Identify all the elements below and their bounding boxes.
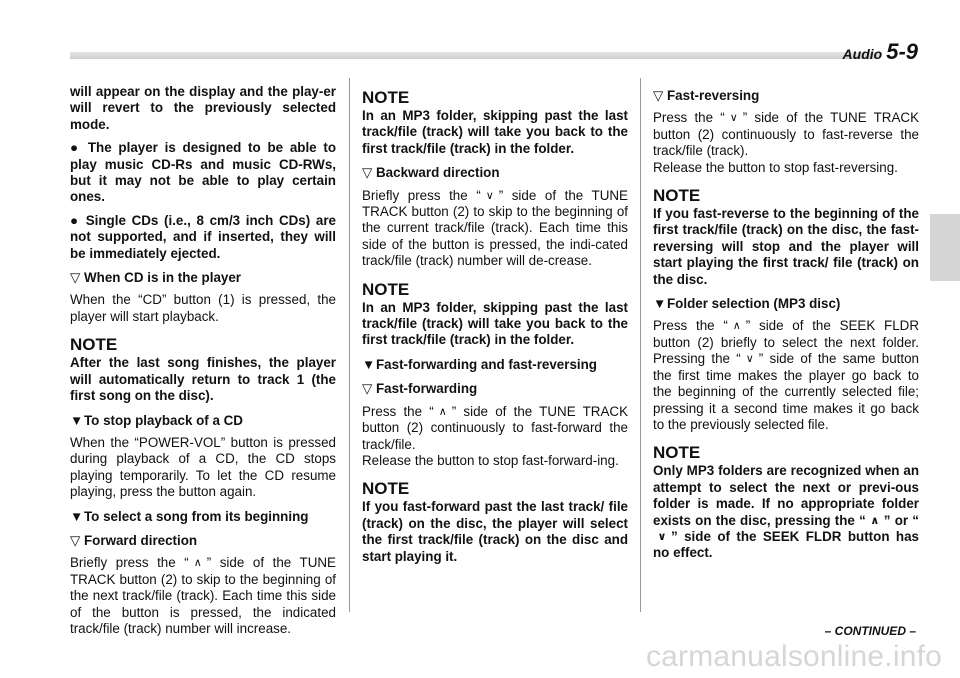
bullet-icon: ● bbox=[70, 140, 82, 156]
paragraph: When the “CD” button (1) is pressed, the player will start playback. bbox=[70, 292, 336, 324]
filled-triangle-icon: ▼ bbox=[653, 296, 667, 312]
paragraph: Release the button to stop fast-forward-ing. bbox=[362, 452, 619, 468]
heading-text: Fast-forwarding and fast-reversing bbox=[376, 356, 597, 372]
subheading bbox=[653, 88, 919, 104]
note-title: NOTE bbox=[362, 88, 410, 107]
open-triangle-icon: ▽ bbox=[653, 88, 664, 103]
header-rule bbox=[70, 52, 880, 59]
down-arrow-icon: ∨ bbox=[485, 189, 494, 202]
note-text: If you fast-forward past the last track/ file (track) on the disc, the player will select the first track/file (track) on the disc and start playing it. bbox=[362, 499, 628, 564]
down-arrow-icon: ∨ bbox=[745, 353, 754, 366]
subheading bbox=[70, 533, 336, 549]
paragraph: will appear on the display and the play-er will revert to the previously selected mode. bbox=[70, 84, 336, 132]
up-arrow-icon: ∧ bbox=[732, 320, 741, 333]
up-arrow-icon: ∧ bbox=[193, 557, 202, 570]
paragraph: Press the “ ∧ ” side of the TUNE TRACK button (2) continuously to fast-forward the track/file. bbox=[362, 403, 628, 452]
subheading bbox=[362, 165, 628, 181]
column-middle bbox=[362, 84, 628, 572]
note-text: In an MP3 folder, skipping past the last track/file (track) will take you back to the first track/file (track) in the folder. bbox=[362, 299, 628, 348]
bullet-icon: ● bbox=[70, 212, 81, 228]
subheading-text: Fast-reversing bbox=[667, 88, 760, 103]
subheading-text: Fast-forwarding bbox=[376, 381, 478, 397]
heading bbox=[70, 413, 336, 429]
paragraph: Press the “ ∧ ” side of the SEEK FLDR button (2) briefly to select the next folder. Pressing the “ ∨ ” side of the same button the first time makes the player go back to the beginning of the currently selected file; pressing it a second time makes it go back to the previously selected file. bbox=[653, 318, 919, 432]
bullet-text: Single CDs (i.e., 8 cm/3 inch CDs) are not supported, and if inserted, they will be immediately ejected. bbox=[70, 212, 336, 261]
note-title: NOTE bbox=[362, 279, 410, 299]
subheading-text: Backward direction bbox=[376, 165, 500, 181]
heading-text: Folder selection (MP3 disc) bbox=[667, 296, 841, 312]
note-title: NOTE bbox=[70, 335, 118, 355]
column-divider bbox=[349, 78, 350, 612]
heading bbox=[70, 509, 336, 525]
down-arrow-icon: ∨ bbox=[729, 112, 738, 125]
open-triangle-icon: ▽ bbox=[70, 270, 81, 286]
subheading bbox=[70, 270, 336, 286]
watermark: carmanualsonline.info bbox=[645, 640, 942, 673]
note-title: NOTE bbox=[653, 186, 701, 206]
open-triangle-icon: ▽ bbox=[362, 165, 373, 181]
note-text: If you fast-reverse to the beginning of the first track/file (track) on the disc, the fast-reversing will stop and the player will start playing the first track/ file (track) on the disc. bbox=[653, 206, 919, 287]
heading bbox=[362, 357, 628, 373]
down-arrow-icon: ∨ bbox=[657, 530, 667, 543]
bullet-item bbox=[70, 140, 336, 206]
continued-label: – CONTINUED – bbox=[824, 624, 916, 638]
open-triangle-icon: ▽ bbox=[362, 381, 373, 397]
column-divider bbox=[640, 78, 641, 612]
page-number: 5-9 bbox=[886, 39, 918, 64]
filled-triangle-icon: ▼ bbox=[70, 412, 84, 428]
chapter-tab bbox=[930, 214, 960, 281]
note-title: NOTE bbox=[362, 479, 410, 499]
up-arrow-icon: ∧ bbox=[870, 514, 880, 527]
column-left bbox=[70, 84, 336, 644]
paragraph: Briefly press the “ ∨ ” side of the TUNE TRACK button (2) to skip to the beginning of the current track/file (track). Each time this side of the button is pressed, the indi-cated track/file (track) number will de-crease. bbox=[362, 187, 628, 269]
open-triangle-icon: ▽ bbox=[70, 532, 81, 548]
paragraph: Press the “ ∨ ” side of the TUNE TRACK button (2) continuously to fast-reverse the track/file (track). bbox=[653, 110, 919, 159]
note-text: Only MP3 folders are recognized when an attempt to select the next or previ-ous folder is made. If no appropriate folder exists on the disc, pressing the “ ∧ ” or “∨ ” side of the SEEK FLDR button has no effect. bbox=[653, 463, 919, 561]
column-right bbox=[653, 84, 919, 569]
heading-text: To select a song from its beginning bbox=[84, 508, 309, 524]
section-title: Audio bbox=[842, 46, 883, 62]
heading-text: To stop playback of a CD bbox=[84, 412, 243, 428]
subheading bbox=[362, 381, 628, 397]
paragraph: When the “POWER-VOL” button is pressed during playback of a CD, the CD stops playing temporarily. To let the CD resume playing, press the button again. bbox=[70, 434, 336, 500]
note-text: In an MP3 folder, skipping past the last track/file (track) will take you back to the first track/file (track) in the folder. bbox=[362, 108, 628, 156]
subheading-text: Forward direction bbox=[84, 532, 198, 548]
up-arrow-icon: ∧ bbox=[438, 405, 447, 418]
bullet-item bbox=[70, 213, 336, 262]
subheading-text: When CD is in the player bbox=[84, 270, 241, 286]
filled-triangle-icon: ▼ bbox=[362, 356, 376, 372]
filled-triangle-icon: ▼ bbox=[70, 508, 84, 524]
note-title: NOTE bbox=[653, 443, 701, 463]
page-header bbox=[843, 39, 918, 65]
note-text: After the last song finishes, the player will automatically return to track 1 (the first song on the disc). bbox=[70, 355, 336, 404]
bullet-text: The player is designed to be able to play music CD-Rs and music CD-RWs, but it may not be able to play certain ones. bbox=[70, 140, 336, 205]
paragraph: Briefly press the “ ∧ ” side of the TUNE TRACK button (2) to skip to the beginning of the next track/file (track). Each time this side of the button is pressed, the indicated track/file (track) number will increase. bbox=[70, 555, 336, 636]
paragraph: Release the button to stop fast-reversing. bbox=[653, 159, 898, 175]
heading bbox=[653, 296, 919, 312]
